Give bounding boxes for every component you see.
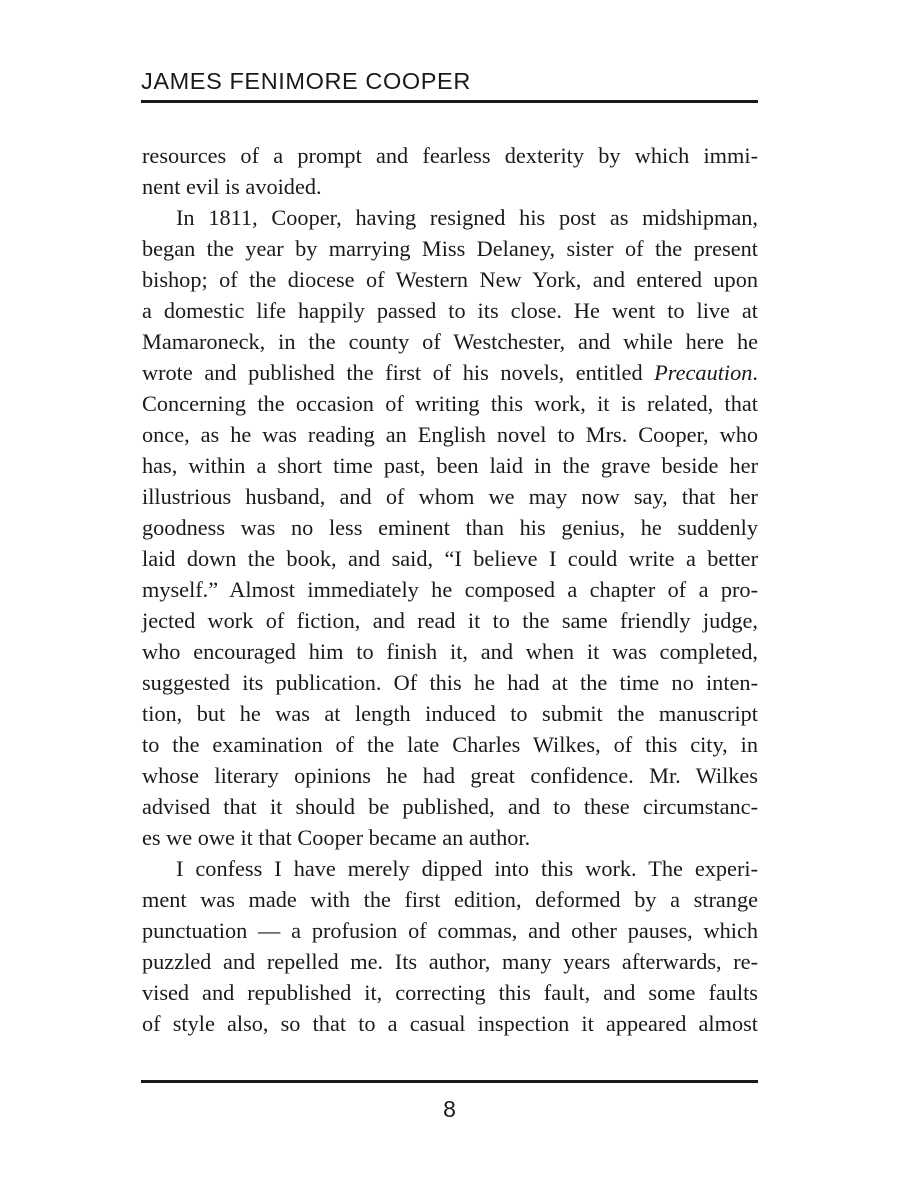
text-line: whose literary opinions he had great confidence. Mr. Wilkes: [142, 763, 758, 788]
text-line: illustrious husband, and of whom we may now say, that her: [142, 484, 758, 509]
text-line: nent evil is avoided.: [142, 174, 322, 199]
body-text: [142, 140, 758, 1039]
text-line: to the examination of the late Charles Wilkes, of this city, in: [142, 732, 758, 757]
paragraph-3: [142, 853, 758, 1039]
paragraph-2: [142, 202, 758, 853]
text-line: I confess I have merely dipped into this work. The experi-: [176, 856, 758, 881]
text-line: who encouraged him to finish it, and when it was completed,: [142, 639, 758, 664]
text-line: In 1811, Cooper, having resigned his post as midshipman,: [176, 205, 758, 230]
header-rule: [141, 100, 758, 103]
text-line: has, within a short time past, been laid in the grave beside her: [142, 453, 758, 478]
book-title-italic: Precaution: [654, 360, 753, 385]
text-line: tion, but he was at length induced to submit the manuscript: [142, 701, 758, 726]
text-line: advised that it should be published, and to these circumstanc-: [142, 794, 758, 819]
footer-rule: [141, 1080, 758, 1083]
running-head-title: JAMES FENIMORE COOPER: [141, 68, 471, 94]
text-line: once, as he was reading an English novel to Mrs. Cooper, who: [142, 422, 758, 447]
text-line: jected work of fiction, and read it to the same friendly judge,: [142, 608, 758, 633]
text-line: began the year by marrying Miss Delaney, sister of the present: [142, 236, 758, 261]
text-line: suggested its publication. Of this he had at the time no inten-: [142, 670, 758, 695]
text-line: Mamaroneck, in the county of Westchester, and while here he: [142, 329, 758, 354]
text-line: myself.” Almost immediately he composed a chapter of a pro-: [142, 577, 758, 602]
text-line-with-title: [142, 357, 758, 388]
text-line: laid down the book, and said, “I believe I could write a better: [142, 546, 758, 571]
text-line: resources of a prompt and fearless dexterity by which immi-: [142, 143, 758, 168]
text-line: punctuation — a profusion of commas, and other pauses, which: [142, 918, 758, 943]
punctuation: .: [752, 360, 758, 385]
text-line: es we owe it that Cooper became an author.: [142, 825, 531, 850]
text-line: a domestic life happily passed to its close. He went to live at: [142, 298, 758, 323]
text-line: of style also, so that to a casual inspection it appeared almost: [142, 1011, 758, 1036]
page-number: 8: [443, 1096, 456, 1122]
paragraph-1: [142, 140, 758, 202]
text-line: wrote and published the first of his novels, entitled: [142, 360, 655, 385]
text-line: ment was made with the first edition, deformed by a strange: [142, 887, 758, 912]
text-line: bishop; of the diocese of Western New York, and entered upon: [142, 267, 758, 292]
text-line: puzzled and repelled me. Its author, many years afterwards, re-: [142, 949, 758, 974]
text-line: Concerning the occasion of writing this work, it is related, that: [142, 391, 758, 416]
text-line: goodness was no less eminent than his genius, he suddenly: [142, 515, 758, 540]
text-line: vised and republished it, correcting this fault, and some faults: [142, 980, 758, 1005]
